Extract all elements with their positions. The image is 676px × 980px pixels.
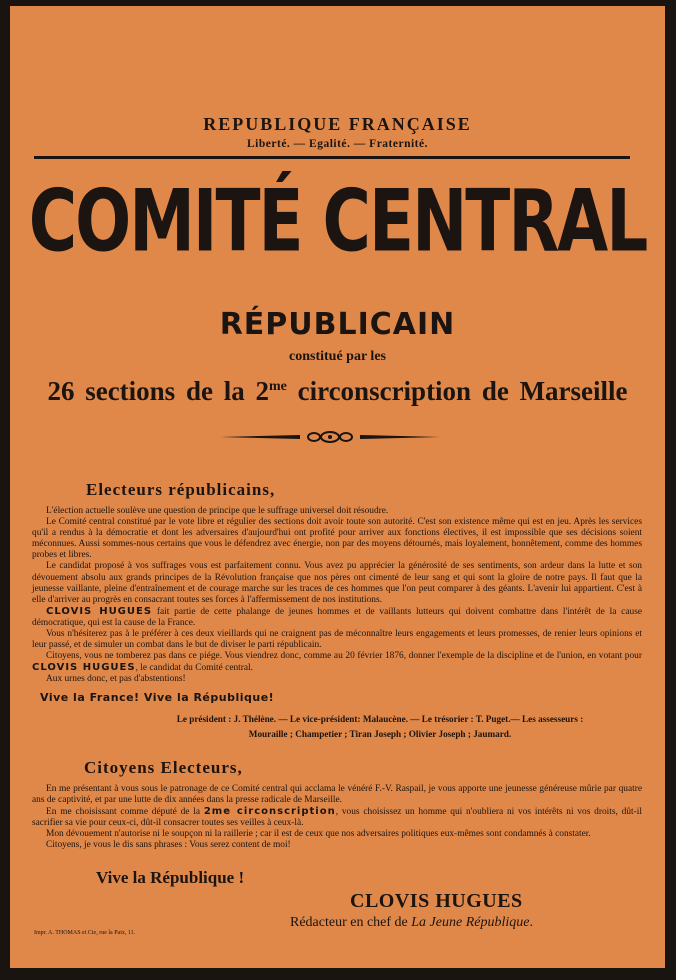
sections-line: 26 sections de la $2^{me}$ circonscription de Marseille [47,376,628,406]
section1-paragraph: Citoyens, vous ne tomberez pas dans ce piége. Vous viendrez donc, comme au 20 février 1876, donner l'exemple de la discipline et de l'union, en votant pour CLOVIS HUGUES, le candidat du Comité central. [32,651,642,674]
section1-paragraph: Le Comité central constitué par le vote libre et régulier des sections doit avoir toute son autorité. C'est son existence même qui est en jeu. Après les services qu'il a rendus à la démocratie et dont les adversaires d'aujourd'hui ont profité pour arriver aux fonctions électives, il est impossible que ses décisions soient méconnues. Aussi sommes-nous certains que vous le défendrez avec énergie, non par des moyens détournés, mais loyalement, honnêtement, comme des hommes probes et libres. [32,517,642,561]
vive-la-republique: Vive la République ! [96,868,245,887]
candidate-name: CLOVIS HUGUES [32,662,136,674]
signature-role: Rédacteur en chef de La Jeune République. [290,915,533,930]
section2-paragraph: Mon dévouement n'autorise ni le soupçon ni la raillerie ; car il est de ceux que nos adversaires politiques eux-mêmes sont condamnés à constater. [46,829,591,840]
republic-title: REPUBLIQUE FRANÇAISE [203,114,472,134]
subtitle: RÉPUBLICAIN [219,307,456,342]
signature-name: CLOVIS HUGUES [350,890,523,912]
section1-paragraph: Le candidat proposé à vos suffrages vous est parfaitement connu. Vous avez pu apprécier la générosité de ses sentiments, son ardeur dans la lutte et son dévouement absolu aux grands principes de la Révolution française que nos pères ont cimenté de leur sang et qui sont la gloire de notre pays. Il faut que la jeunesse vaillante, pleine d'entraînement et de courage marche sur les traces de ces hommes que l'on peut comparer à des géants. L'avenir lui appartient. C'est à elle d'arriver au progrès en consacrant toutes ses forces à l'affermissement de nos institutions. [32,561,642,605]
section2-paragraph: Citoyens, je vous le dis sans phrases : Vous serez content de moi! [46,840,291,851]
section2-paragraph: En me choisissant comme député de la 2me circonscription, vous choisissez un homme qui n'oubliera ni vos intérêts ni vos droits, dût-il sacrifier sa vie pour ceux-ci, dût-il consacrer toutes ses veilles à ceux-là. [32,806,642,829]
ornament-divider-icon [220,430,440,444]
officers-line: Mouraille ; Champetier ; Tiran Joseph ; Olivier Joseph ; Jaumard. [248,729,512,739]
republic-motto: Liberté. — Egalité. — Fraternité. [247,138,428,150]
section2-paragraph: En me présentant à vous sous le patronage de ce Comité central qui acclama le vénéré F.-V. Raspail, je vous apporte une jeunesse généreuse mûrie par quatre ans de captivité, et par une lutte de dix années dans la presse radicale de Marseille. [32,784,642,806]
section1-heading: Electeurs républicains, [86,480,276,499]
main-title: COMITÉ CENTRAL [28,171,647,272]
printer-imprint: Impr. A. THOMAS et Cie, rue la Paix, 11. [34,930,136,936]
header-rule [34,156,630,159]
vive-la-france: Vive la France! Vive la République! [40,691,275,704]
poster [10,6,665,968]
committee-officers [130,712,630,742]
section2-heading: Citoyens Electeurs, [84,758,243,777]
section1-paragraph: CLOVIS HUGUES fait partie de cette phalange de jeunes hommes et de vaillants lutteurs qui doivent combattre dans l'intérêt de la cause démocratique, qui est la cause de la France. [32,605,643,628]
section1-paragraph: L'élection actuelle soulève une question de principe que le suffrage universel doit résoudre. [46,506,389,516]
officers-line: Le président : J. Thélène. — Le vice-président: Malaucène. — Le trésorier : T. Puget.— Les assesseurs : [176,714,584,724]
section1-paragraph: Vous n'hésiterez pas à le préférer à ces deux vieillards qui ne craignent pas de méconnaître leurs engagements et leurs promesses, de renier leurs opinions et leur passé, et de simuler un combat dans le but de diviser le parti républicain. [32,629,642,651]
section2-body [32,784,642,852]
section1-body [32,506,642,686]
section1-paragraph: Aux urnes donc, et pas d'abstentions! [46,674,186,685]
candidate-name: CLOVIS HUGUES [46,605,153,617]
constituted-by: constitué par les [289,349,386,364]
